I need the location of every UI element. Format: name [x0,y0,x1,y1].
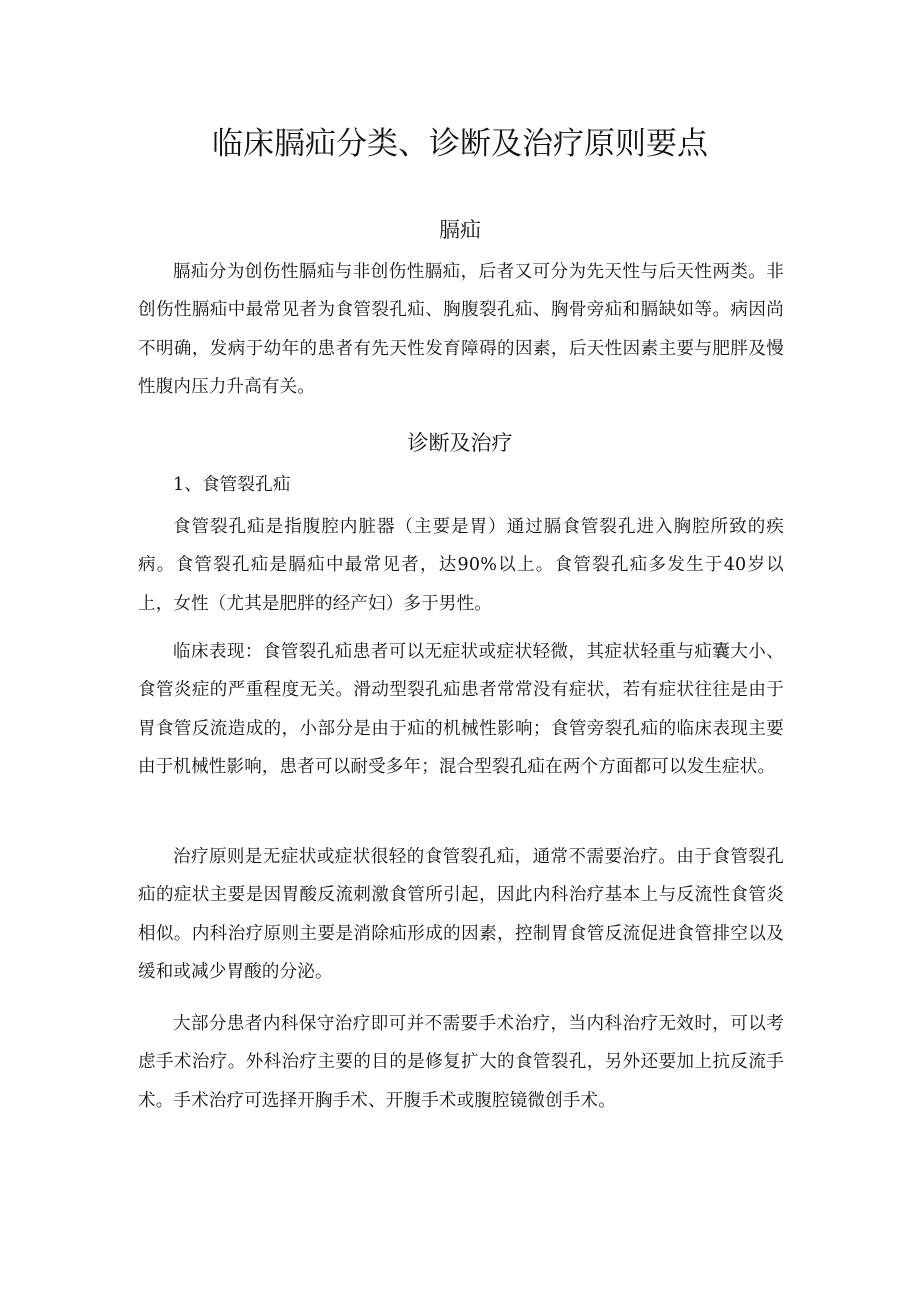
paragraph-treatment-principles: 治疗原则是无症状或症状很轻的食管裂孔疝，通常不需要治疗。由于食管裂孔疝的症状主要是因胃酸反流刺激食管所引起，因此内科治疗基本上与反流性食管炎相似。内科治疗原则主要是消除疝形成的因素，控制胃食管反流促进食管排空以及缓和或减少胃酸的分泌。 [138,847,784,982]
section-heading-hernia: 膈疝 [439,218,481,242]
paragraph-hernia-overview: 膈疝分为创伤性膈疝与非创伤性膈疝，后者又可分为先天性与后天性两类。非创伤性膈疝中最常见者为食管裂孔疝、胸腹裂孔疝、胸骨旁疝和膈缺如等。病因尚不明确，发病于幼年的患者有先天性发育障碍的因素，后天性因素主要与肥胖及慢性腹内压力升高有关。 [138,262,784,397]
section-heading-diagnosis-treatment: 诊断及治疗 [407,431,513,455]
document-title: 临床膈疝分类、诊断及治疗原则要点 [212,126,708,162]
paragraph-hiatal-hernia-definition: 食管裂孔疝是指腹腔内脏器（主要是胃）通过膈食管裂孔进入胸腔所致的疾病。食管裂孔疝是膈疝中最常见者，达90%以上。食管裂孔疝多发生于40岁以上，女性（尤其是肥胖的经产妇）多于男性。 [138,517,784,614]
subheading-hiatal-hernia: 1、食管裂孔疝 [173,475,291,495]
paragraph-clinical-manifestations: 临床表现：食管裂孔疝患者可以无症状或症状轻微，其症状轻重与疝囊大小、食管炎症的严重程度无关。滑动型裂孔疝患者常常没有症状，若有症状往往是由于胃食管反流造成的，小部分是由于疝的机械性影响；食管旁裂孔疝的临床表现主要由于机械性影响，患者可以耐受多年；混合型裂孔疝在两个方面都可以发生症状。 [138,642,784,777]
paragraph-surgical-treatment: 大部分患者内科保守治疗即可并不需要手术治疗，当内科治疗无效时，可以考虑手术治疗。外科治疗主要的目的是修复扩大的食管裂孔，另外还要加上抗反流手术。手术治疗可选择开胸手术、开腹手术或腹腔镜微创手术。 [138,1014,784,1111]
